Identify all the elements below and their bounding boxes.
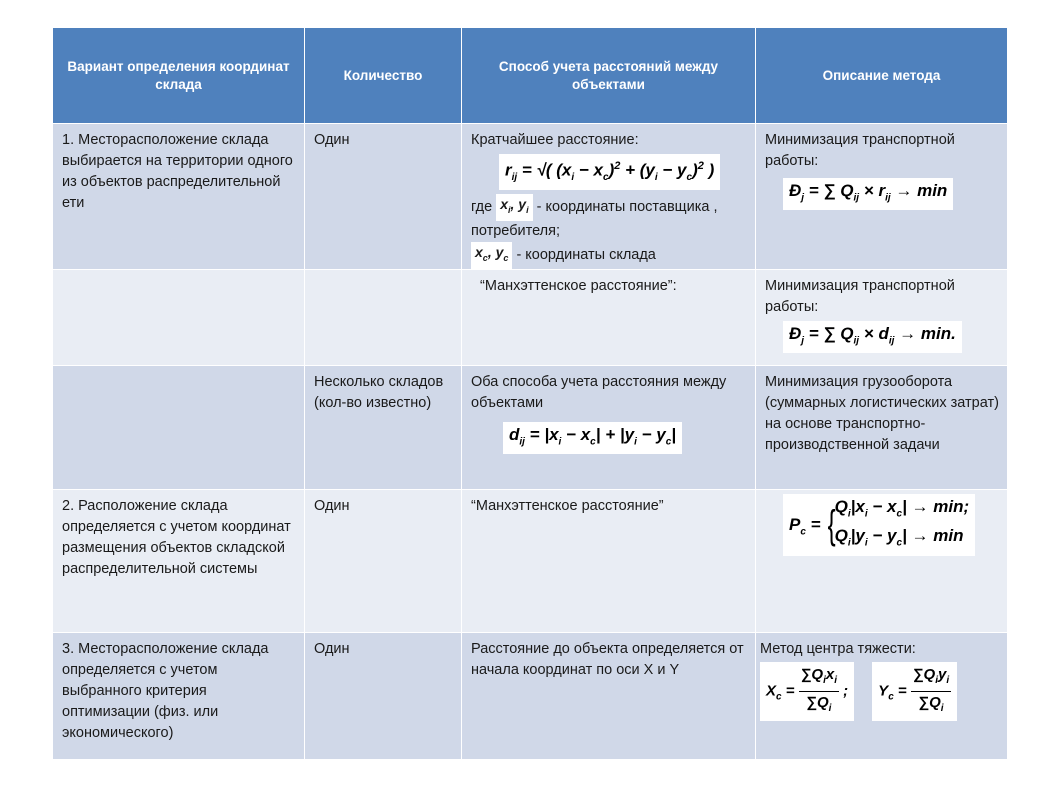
header-variant: Вариант определения координат склада xyxy=(53,28,305,124)
method-title: Кратчайшее расстояние: xyxy=(471,132,639,148)
formula-transport-work-d: $Đ_j$ = ∑ $Q_{ij} \times d_{ij} \to \min$. xyxy=(783,321,999,353)
formula-yc: $Y_c$ = $\frac{\sum Q_iy_i}{\sum Q_i}$ xyxy=(872,662,957,721)
cell-distance: “Манхэттенское расстояние” xyxy=(462,489,756,632)
warehouse-coords-vars: $x_c$, $y_c$ xyxy=(471,242,512,269)
cell-description xyxy=(756,489,1008,632)
table-row xyxy=(53,489,1008,632)
cell-count: Один xyxy=(305,489,462,632)
table-row xyxy=(53,632,1008,759)
cell-distance: Расстояние до объекта определяется от начала координат по оси X и Y xyxy=(462,632,756,759)
desc-title: Метод центра тяжести: xyxy=(760,640,916,657)
formula-shortest-distance: $r_{ij}$ = √( $(x_i - x_c)^2 + (y_i - y_c)^2$ ) xyxy=(499,154,747,190)
method-title: Оба способа учета расстояния между объектами xyxy=(471,373,727,411)
table-row xyxy=(53,365,1008,489)
cell-count: Несколько складов (кол-во известно) xyxy=(305,365,462,489)
warehouse-desc: - координаты склада xyxy=(516,247,656,264)
desc-title: Минимизация транспортной работы: xyxy=(765,277,955,315)
where-desc: - координаты поставщика , потребителя; xyxy=(471,199,718,239)
cell-variant: 2. Расположение склада определяется с учетом координат размещения объектов складской распределительной системы xyxy=(53,489,305,632)
formula-transport-work-r: $Đ_j$ = ∑ $Q_{ij} \times r_{ij} \to \min$ xyxy=(783,178,999,210)
cell-variant: 1. Месторасположение склада выбирается на территории одного из объектов распределительной ети xyxy=(53,124,305,270)
where-label: где xyxy=(471,199,493,216)
header-distance-method: Способ учета расстояний между объектами xyxy=(462,28,756,124)
cell-variant: 3. Месторасположение склада определяется с учетом выбранного критерия оптимизации (физ. или экономического) xyxy=(53,632,305,759)
cell-variant xyxy=(53,365,305,489)
cell-distance: “Манхэттенское расстояние”: xyxy=(462,269,756,365)
desc-title: Минимизация транспортной работы: xyxy=(765,132,955,169)
table-row xyxy=(53,269,1008,365)
formula-manhattan: $d_{ij} = |x_i - x_c| + |y_i - y_c|$ xyxy=(503,422,747,454)
cell-count: Один xyxy=(305,632,462,759)
header-count: Количество xyxy=(305,28,462,124)
cell-variant xyxy=(53,269,305,365)
formula-system-pc: $P_c = \{Q_i|x_i - x_c| \to \min$; $Q_i|y_i - y_c| \to \min$ xyxy=(783,494,999,557)
table-row xyxy=(53,124,1008,270)
cell-description: Минимизация грузооборота (суммарных логистических затрат) на основе транспортно-производственной задачи xyxy=(756,365,1008,489)
header-row xyxy=(53,28,1008,124)
cell-distance xyxy=(462,365,756,489)
cell-description xyxy=(756,632,1008,759)
cell-description xyxy=(756,269,1008,365)
formula-xc: $X_c$ = $\frac{\sum Q_ix_i}{\sum Q_i}$ ; xyxy=(760,662,854,721)
supplier-coords-vars: $x_i$, $y_i$ xyxy=(496,194,532,221)
header-description: Описание метода xyxy=(756,28,1008,124)
cell-count: Один xyxy=(305,124,462,270)
cell-distance xyxy=(462,124,756,270)
methods-table xyxy=(52,27,1008,760)
cell-count xyxy=(305,269,462,365)
cell-description xyxy=(756,124,1008,270)
